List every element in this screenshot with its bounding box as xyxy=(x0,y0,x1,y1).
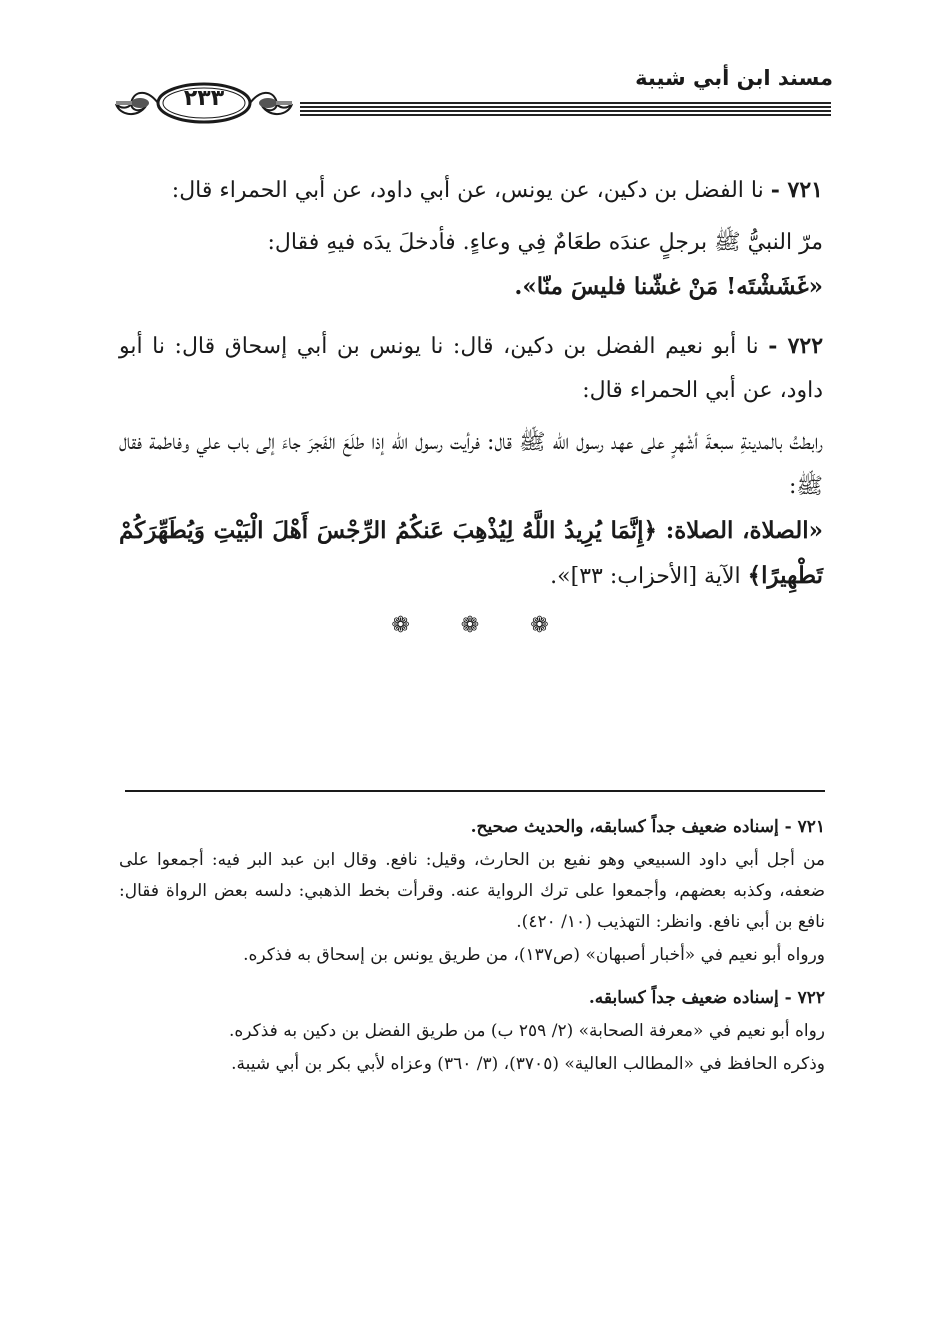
hadith-722 xyxy=(119,324,823,599)
hadith-721 xyxy=(119,168,823,310)
footnote-721 xyxy=(119,812,825,971)
footnote-722 xyxy=(119,983,825,1080)
hadith-matn xyxy=(119,421,823,509)
isnad-text: نا الفضل بن دكين، عن يونس، عن أبي داود، عن أبي الحمراء قال: xyxy=(171,178,764,203)
matn-text: مرّ النبيُّ ﷺ برجلٍ عندَه طعَامٌ فِي وعاءٍ. فأدخلَ يدَه فيهِ فقال: xyxy=(267,230,823,255)
section-separator: ❁ ❁ ❁ xyxy=(391,613,571,638)
footnote-paragraph: رواه أبو نعيم في «معرفة الصحابة» (٢/ ٢٥٩ ب) من طريق الفضل بن دكين به فذكره. xyxy=(228,1021,825,1041)
footnote-paragraph: من أجل أبي داود السبيعي وهو نفيع بن الحارث، وقيل: نافع. وقال ابن عبد البر فيه: أجمعوا على ضعفه، وكذبه بعضهم، وأجمعوا على ترك الرواية عنه. وقرأت بخط الذهبي: دلسه بعض الرواة فقال: نافع بن أبي نافع. وانظر: التهذيب (١٠/ ٤٢٠). xyxy=(119,850,825,932)
matn-text: رابطتُ بالمدينةِ سبعةَ أشْهرٍ على عهد رسول الله ﷺ قال: فرأيت رسول الله إذا طلَعَ الفَجرَ جاءَ إلى باب علي وفاطمة فقال ﷺ: xyxy=(119,430,823,499)
hadith-isnad xyxy=(119,324,823,413)
quote-reference: الآية [الأحزاب: ٣٣]». xyxy=(550,564,741,589)
hadith-number: ٧٢١ - xyxy=(770,177,823,203)
footnote-rule xyxy=(125,790,825,792)
page-number: ٢٣٣ xyxy=(183,86,225,111)
footnote-head: ٧٢٢ - إسناده ضعيف جداً كسابقه. xyxy=(588,988,825,1008)
header-rule xyxy=(300,102,831,116)
quote-text: «الصلاة، الصلاة: ﴿إِنَّمَا يُرِيدُ اللَّهُ لِيُذْهِبَ عَنكُمُ الرِّجْسَ أَهْلَ الْبَيْتِ وَيُطَهِّرَكُمْ تَطْهِيرًا﴾ xyxy=(119,517,823,589)
hadith-matn xyxy=(119,221,823,265)
hadith-isnad xyxy=(119,168,823,213)
main-text xyxy=(119,168,823,638)
footnote-paragraph: وذكره الحافظ في «المطالب العالية» (٣٧٠٥)، (٣/ ٣٦٠) وعزاه لأبي بكر بن أبي شيبة. xyxy=(231,1054,825,1074)
footnote-paragraph: ورواه أبو نعيم في «أخبار أصبهان» (ص١٣٧)، من طريق يونس بن إسحاق به فذكره. xyxy=(243,945,825,965)
footnotes xyxy=(119,812,825,1092)
book-title: مسند ابن أبي شيبة xyxy=(635,66,833,90)
hadith-quote xyxy=(119,509,823,599)
hadith-number: ٧٢٢ - xyxy=(768,333,824,359)
quote-text: «غَشَشْتَه! مَنْ غشّنا فليسَ منّا». xyxy=(514,273,823,300)
hadith-quote xyxy=(119,265,823,310)
isnad-text: نا أبو نعيم الفضل بن دكين، قال: نا يونس بن أبي إسحاق قال: نا أبو داود، عن أبي الحمراء قال: xyxy=(119,334,823,403)
footnote-head: ٧٢١ - إسناده ضعيف جداً كسابقه، والحديث صحيح. xyxy=(470,817,825,837)
